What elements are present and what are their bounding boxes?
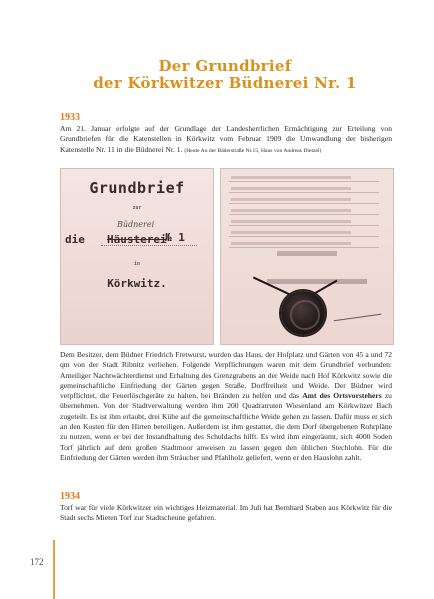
cover-in: in bbox=[133, 261, 141, 267]
wax-seal bbox=[281, 291, 325, 335]
page-number: 172 bbox=[30, 557, 44, 567]
body-text-a: Dem Besitzer, dem Büdner Friedrich Fretwurst, wurden das Haus, der Hofplatz und Gärten von 45 a und 72 qm von der Stadt Ribnitz verliehen. Folgende Verpflichtungen waren mit dem Grundbrief verbunden: Anteiliger Nachtwächterdienst und Erhaltung des Grenzgrabens an der Weide nach Hof Körkwitz sowie die gemeinschaftliche Einfriedung der Gärten gegen Straße, Dorffreiheit und Weide. Der Büdner wird verpflichtet, die Feuerlöschgeräte zu halten, bei Bränden zu helfen und das bbox=[60, 350, 392, 401]
mayor-line bbox=[267, 279, 367, 284]
typed-lines bbox=[229, 175, 379, 252]
grundbrief-cover-image bbox=[60, 168, 214, 345]
body-text-bold: Amt des Ortsvorstehers bbox=[302, 391, 382, 401]
cover-town: Körkwitz. bbox=[107, 277, 167, 290]
cover-title: Grundbrief bbox=[89, 179, 185, 197]
cover-underline bbox=[101, 245, 197, 246]
page-title-line-2: der Körkwitzer Büdnerei Nr. 1 bbox=[93, 74, 357, 92]
page-title-line-1: Der Grundbrief bbox=[158, 57, 292, 75]
cover-die: die bbox=[65, 233, 85, 246]
body-text-b: zu übernehmen. Von der Stadtverwaltung werden ihm 200 Quadratruten Wiesenland am Körkwitzer Bach zugeteilt. Es ist ihm erlaubt, drei Kühe auf die gemeinschaftliche Weide gehen zu lassen. Dafür muss er sich an den Kosten für den Hirten beteiligen. Außerdem ist ihm gestattet, die dem Dorf übergebenen Rohrpläne zu nutzen, wenn er bei der Instandhaltung des Schuldachs hilft. Es wird ihm eingeräumt, sich 4000 Soden Torf jährlich auf dem großen Stadtmoor anweisen zu lassen gegen den üblichen Stechlohn. Für die Einfriedung der Gärten werden ihm Sträucher und Pfahlholz geliefert, wenn er den Hauslohn zahlt. bbox=[60, 391, 392, 462]
cover-struck-word: Häusterei bbox=[107, 233, 167, 246]
intro-paragraph bbox=[60, 124, 392, 156]
magistrat-line bbox=[277, 251, 337, 256]
year-heading-1934: 1934 bbox=[60, 491, 80, 502]
intro-text: Am 21. Januar erfolgte auf der Grundlage der Landesherrlichen Ermächtigung zur Erteilung von Grundbriefen für die Katenstellen in Körkwitz vom Februar 1909 die Umwandlung der bisherigen Katenstelle Nr. 11 in die Büdnerei Nr. 1. bbox=[60, 124, 392, 154]
cover-number: № 1 bbox=[165, 231, 185, 244]
cover-handwriting: Büdnerei bbox=[117, 220, 155, 229]
document-photo bbox=[60, 168, 392, 343]
margin-accent-line bbox=[53, 540, 55, 599]
year-heading-1933: 1933 bbox=[60, 112, 80, 123]
grundbrief-signature-page-image bbox=[220, 168, 394, 345]
cover-zur: zur bbox=[132, 205, 142, 211]
signature bbox=[333, 306, 382, 322]
intro-note: (Heute An der Bäderstraße Nr.15, Haus von Andreas Dietzel) bbox=[184, 147, 322, 154]
body-paragraph bbox=[60, 350, 392, 463]
paragraph-1934: Torf war für viele Körkwitzer ein wichtiges Heizmaterial. Im Juli hat Bernhard Staben aus Körkwitz für die Stadt sechs Mieten Torf zur Stadtscheune gefahren. bbox=[60, 503, 392, 523]
